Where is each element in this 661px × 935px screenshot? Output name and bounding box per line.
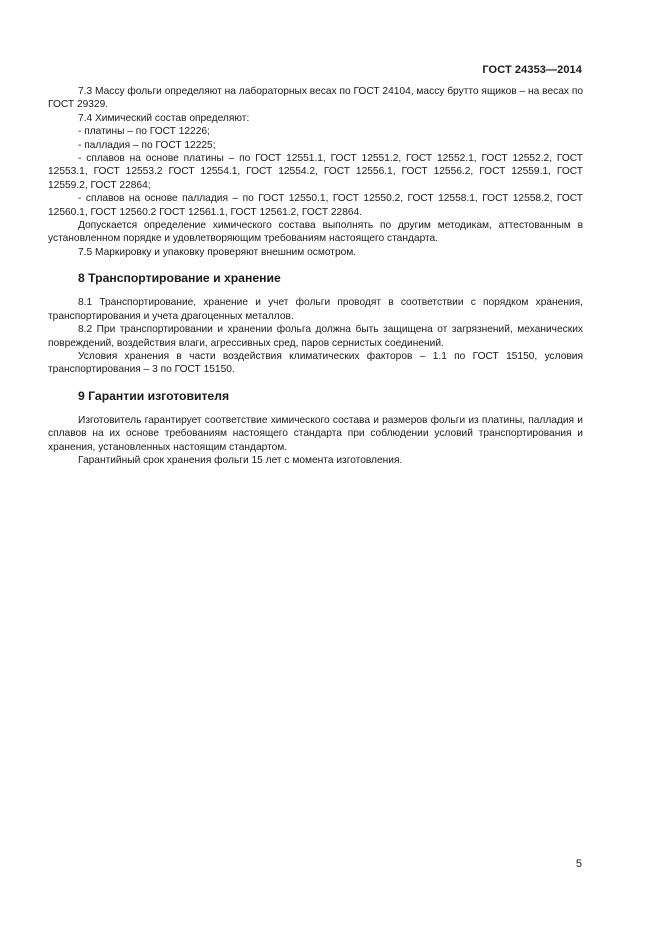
- list-item-palladium-alloys: - сплавов на основе палладия – по ГОСТ 12550.1, ГОСТ 12550.2, ГОСТ 12558.1, ГОСТ 12558.2, ГОСТ 12560.1, ГОСТ 12560.2 ГОСТ 12561.1, ГОСТ 12561.2, ГОСТ 22864.: [48, 193, 583, 218]
- section-9-heading: 9 Гарантии изготовителя: [78, 388, 230, 403]
- section-8-heading: 8 Транспортирование и хранение: [78, 271, 281, 286]
- paragraph-7-5: 7.5 Маркировку и упаковку проверяют внешним осмотром.: [78, 246, 357, 258]
- paragraph-7-3: 7.3 Массу фольги определяют на лабораторных весах по ГОСТ 24104, массу брутто ящиков – на весах по ГОСТ 29329.: [48, 86, 583, 111]
- paragraph-warranty-period: Гарантийный срок хранения фольги 15 лет с момента изготовления.: [78, 454, 403, 466]
- list-item-palladium: - палладия – по ГОСТ 12225;: [78, 139, 216, 151]
- paragraph-alternative-methods: Допускается определение химического состава выполнять по другим методикам, аттестованным в установленном порядке и удовлетворяющим требованиям настоящего стандарта.: [48, 220, 583, 245]
- document-header-id: ГОСТ 24353—2014: [482, 64, 582, 76]
- page-number: 5: [575, 858, 582, 870]
- document-body: [48, 85, 583, 467]
- list-item-platinum: - платины – по ГОСТ 12226;: [78, 126, 210, 138]
- list-item-platinum-alloys: - сплавов на основе платины – по ГОСТ 12551.1, ГОСТ 12551.2, ГОСТ 12552.1, ГОСТ 12552.2, ГОСТ 12553.1, ГОСТ 12553.2 ГОСТ 12554.1, ГОСТ 12554.2, ГОСТ 12556.1, ГОСТ 12556.2, ГОСТ 12559.1, ГОСТ 12559.2, ГОСТ 22864;: [48, 153, 583, 191]
- paragraph-8-1: 8.1 Транспортирование, хранение и учет фольги проводят в соответствии с порядком хранения, транспортирования и учета драгоценных металлов.: [48, 297, 583, 322]
- paragraph-7-4: 7.4 Химический состав определяют:: [78, 112, 250, 124]
- paragraph-guarantee: Изготовитель гарантирует соответствие химического состава и размеров фольги из платины, палладия и сплавов на их основе требованиям настоящего стандарта при соблюдении условий транспортирования и хранения, установленных настоящим стандартом.: [48, 414, 583, 453]
- paragraph-storage-conditions: Условия хранения в части воздействия климатических факторов – 1.1 по ГОСТ 15150, условия транспортирования – 3 по ГОСТ 15150.: [48, 350, 583, 376]
- paragraph-8-2: 8.2 При транспортировании и хранении фольга должна быть защищена от загрязнений, механических повреждений, воздействия влаги, агрессивных сред, паров сернистых соединений.: [48, 324, 583, 349]
